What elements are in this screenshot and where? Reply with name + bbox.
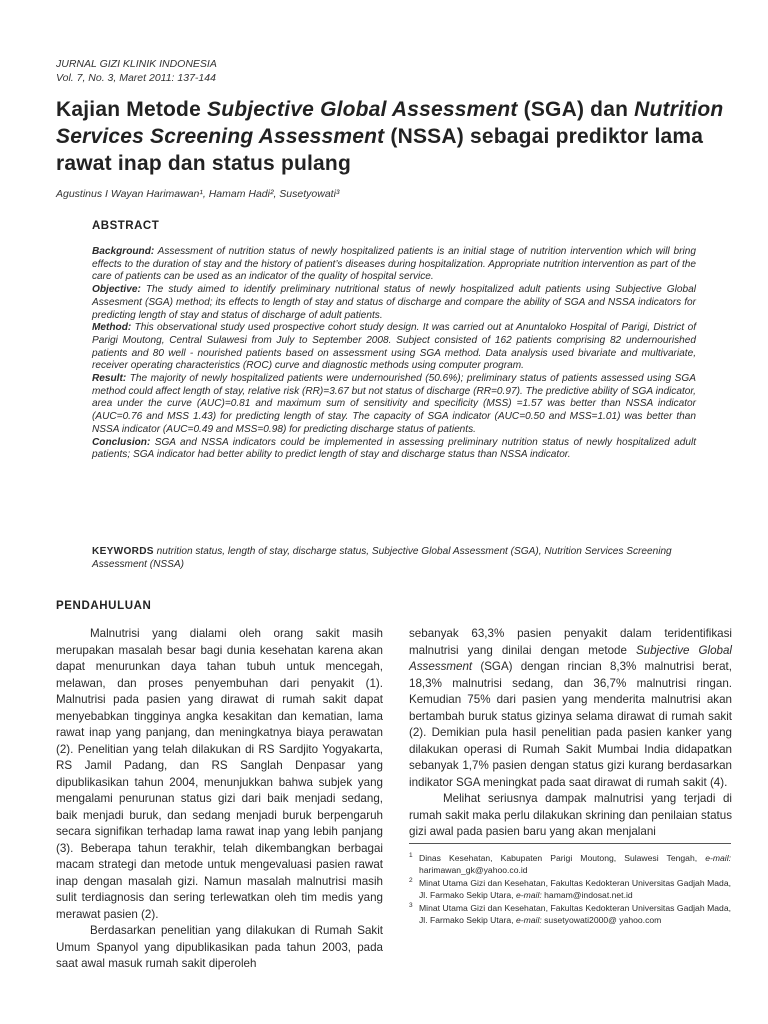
article-title: Kajian Metode Subjective Global Assessment (SGA) dan Nutrition Services Screening Assessment (NSSA) sebagai prediktor lama rawat inap dan status pulang — [56, 98, 724, 175]
footnote-divider — [409, 843, 731, 844]
abstract-body — [92, 246, 696, 462]
abstract-objective: Objective: The study aimed to identify preliminary nutritional status of newly hospitalized adult patients using Subjective Global Assesment (SGA) method; its effects to length of stay and status of discharge and compare the ability of SGA and NSSA indicators for predicting length of stay and status of discharge of adult patients. — [92, 284, 696, 321]
keywords-label: KEYWORDS — [92, 546, 154, 557]
keywords — [92, 545, 706, 571]
paragraph: sebanyak 63,3% pasien penyakit dalam teridentifikasi malnutrisi yang dinilai dengan metode Subjective Global Assessment (SGA) dengan rincian 8,3% malnutrisi berat, 18,3% malnutrisi sedang, dan 36,7% malnutrisi ringan. Kemudian 75% dari pasien yang menderita malnutrisi akan bertambah buruk status gizinya selama dirawat di rumah sakit (2). Demikian pula hasil penelitian pada pasien kanker yang dilakukan operasi di Rumah Sakit Mumbai India didapatkan sebanyak 1,7% pasien dengan status gizi kurang berdasarkan indikator SGA meningkat pada saat dirawat di rumah sakit (4). — [409, 627, 732, 789]
paragraph: Melihat seriusnya dampak malnutrisi yang terjadi di rumah sakit maka perlu dilakukan skrining dan penilaian status gizi awal pada pasien baru yang akan menjalani — [409, 792, 732, 838]
left-column — [56, 626, 383, 973]
journal-volume: Vol. 7, No. 3, Maret 2011: 137-144 — [56, 72, 216, 84]
paragraph: Berdasarkan penelitian yang dilakukan di Rumah Sakit Umum Spanyol yang dipublikasikan pada tahun 2003, pada saat awal masuk rumah sakit diperoleh — [56, 924, 383, 970]
abstract-heading: ABSTRACT — [92, 220, 160, 232]
footnote-3: 3 Minat Utama Gizi dan Kesehatan, Fakultas Kedokteran Universitas Gadjah Mada, Jl. Farmako Sekip Utara, e-mail: susetyowati2000@ yahoo.com — [409, 902, 731, 925]
keywords-text: nutrition status, length of stay, discharge status, Subjective Global Assessment (SGA), Nutrition Services Screening Assessment (NSSA) — [92, 546, 672, 570]
footnote-1: 1 Dinas Kesehatan, Kabupaten Parigi Moutong, Sulawesi Tengah, e-mail: harimawan_gk@yahoo.co.id — [409, 852, 731, 875]
abstract-conclusion: Conclusion: SGA and NSSA indicators could be implemented in assessing preliminary nutrition status of newly hospitalized adult patients; SGA indicator had better ability to predict length of stay and discharge status than NSSA indicator. — [92, 436, 696, 461]
right-column — [409, 626, 732, 841]
paragraph: Malnutrisi yang dialami oleh orang sakit masih merupakan masalah besar bagi dunia kesehatan karena akan dapat menurunkan daya tahan tubuh untuk mencegah, melawan, dan proses penyembuhan dari penyakit (1). Malnutrisi pada pasien yang dirawat di rumah sakit dapat menyebabkan tingginya angka kesakitan dan kematian, lama rawat inap yang panjang, dan meningkatnya biaya perawatan (2). Penelitian yang telah dilakukan di RS Sardjito Yogyakarta, RS Jamil Padang, dan RS Sanglah Denpasar yang dipublikasikan tahun 2004, menunjukkan bahwa subjek yang mengalami penurunan status gizi dari baik menjadi sedang, baik menjadi buruk, dan sedang menjadi buruk berpengaruh secara signifikan terhadap lama rawat inap yang lebih panjang (3). Beberapa tahun terakhir, telah dikembangkan berbagai macam strategi dan metode untuk mengevaluasi pasien rawat inap dengan masalah gizi. Namun masalah malnutrisi masih sulit terdiagnosis dan sering terlewatkan oleh tim medis yang merawat pasien (2). — [56, 627, 383, 921]
section-heading: PENDAHULUAN — [56, 600, 152, 612]
abstract-background: Background: Assessment of nutrition status of newly hospitalized patients is an initial stage of nutrition intervention which will bring effects to the duration of stay and the history of patient’s diseases during hospitalization. Appropriate nutrition intervention as part of the care of patients can be used as an indicator of the quality of hospital service. — [92, 246, 696, 283]
abstract-result: Result: The majority of newly hospitalized patients were undernourished (50.6%); preliminary status of patients assessed using SGA method could affect length of stay, relative risk (RR)=3.67 but not status of discharge (RR=0.97). The predictive ability of SGA indicator, area under the curve (AUC)=0.81 and maximum sum of sensitivity and specificity (MSS) =1.57 was better than NSSA indicator (AUC=0.76 and MSS 1.43) for predicting length of stay. The capacity of SGA indicator (AUC=0.50 and MSS=1.01) was better than NSSA indicator (AUC=0.49 and MSS=0.98) for predicting discharge status of patients. — [92, 373, 696, 435]
abstract-method: Method: This observational study used prospective cohort study design. It was carried out at Anuntaloko Hospital of Parigi, District of Parigi Moutong, Central Sulawesi from July to September 2008. Subject consisted of 162 patients comprising 82 undernourished patients and 80 well - nourished patients based on assessment using SGA method. Data analysis used bivariate and multivariate, receiver operating characteristics (ROC) curve and diagnostic methods using computer program. — [92, 322, 696, 372]
footnote-2: 2 Minat Utama Gizi dan Kesehatan, Fakultas Kedokteran Universitas Gadjah Mada, Jl. Farmako Sekip Utara, e-mail: hamam@indosat.net.id — [409, 877, 731, 900]
journal-header — [56, 57, 217, 85]
journal-name: JURNAL GIZI KLINIK INDONESIA — [56, 58, 217, 70]
author-list: Agustinus I Wayan Harimawan¹, Hamam Hadi², Susetyowati³ — [56, 188, 340, 200]
footnotes — [409, 852, 731, 927]
